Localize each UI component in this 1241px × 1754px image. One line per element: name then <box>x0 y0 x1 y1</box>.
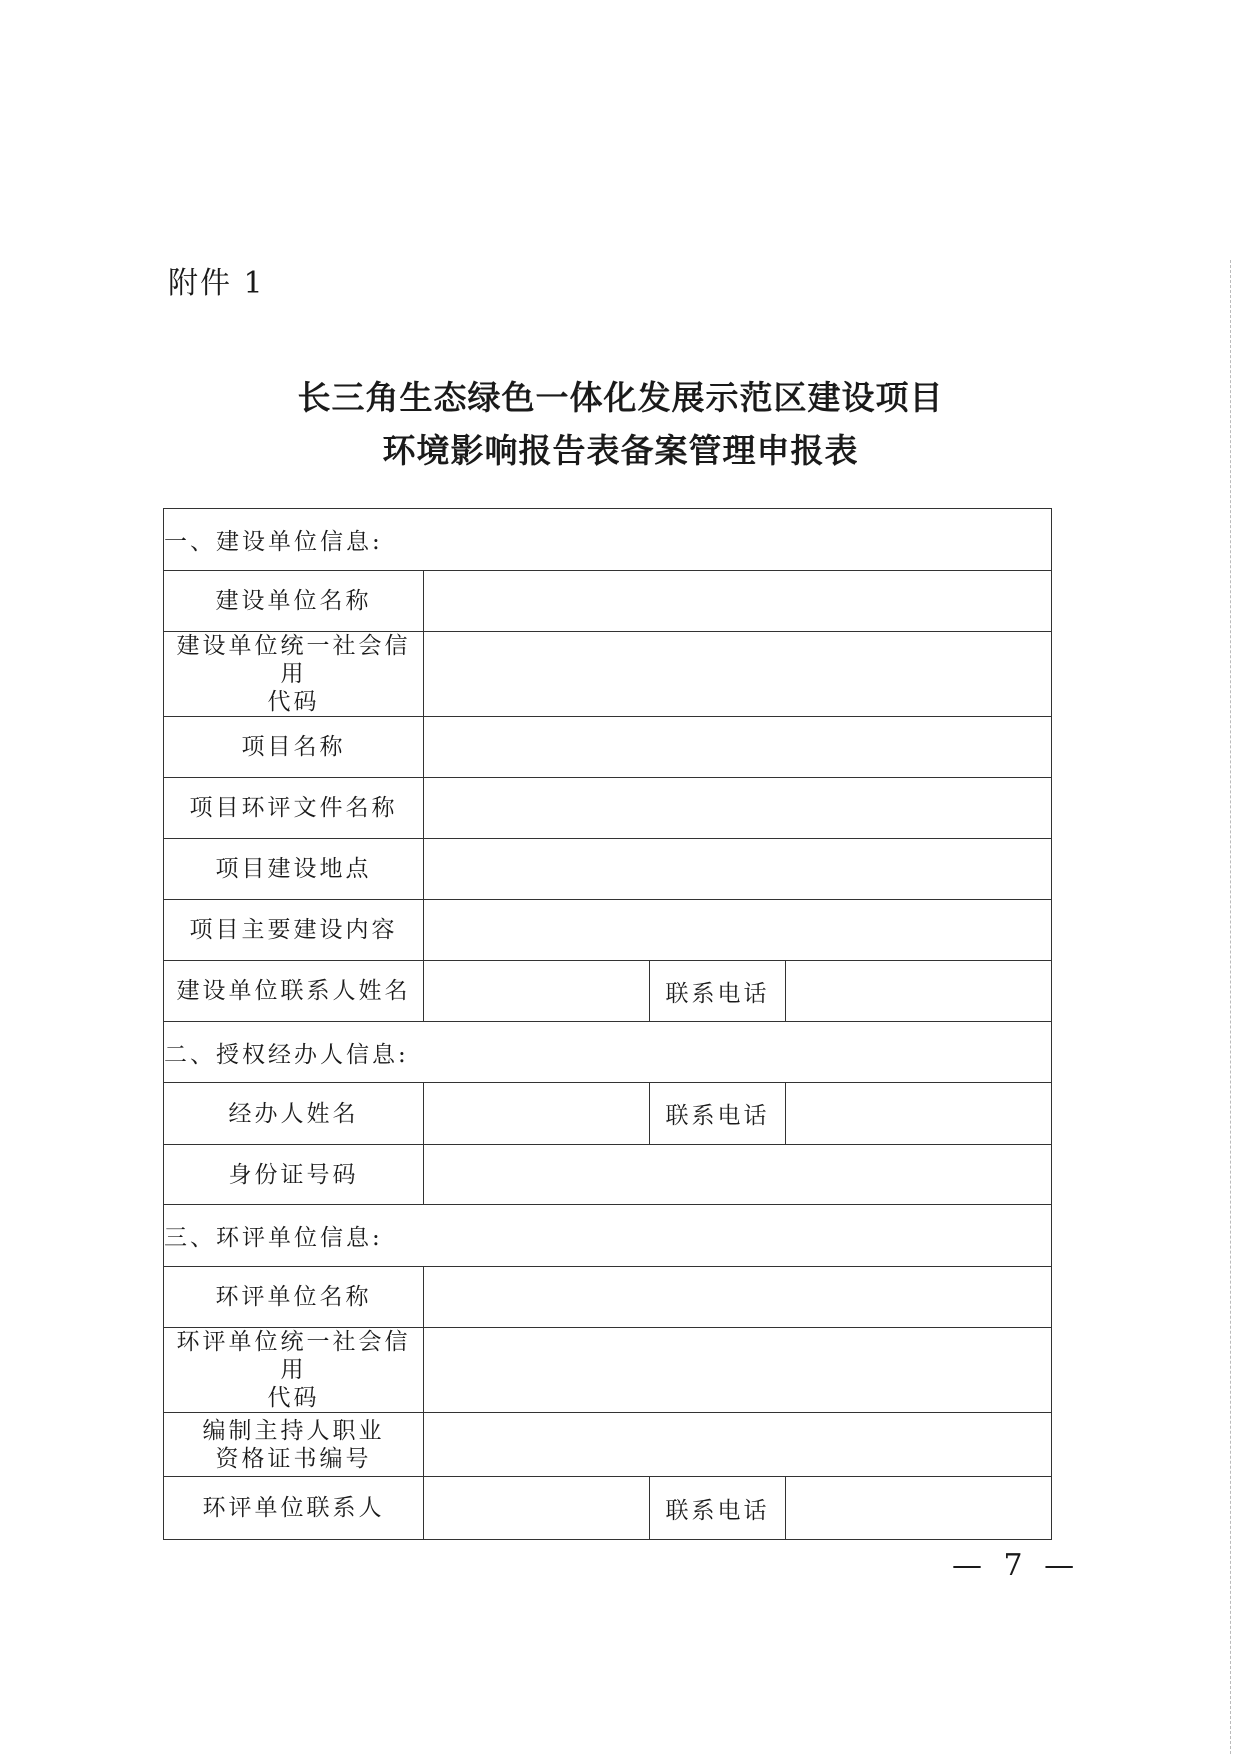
label-host-cert-line2: 资格证书编号 <box>215 1445 372 1472</box>
label-builder-credit-code-line1: 建设单位统一社会信用 <box>176 633 411 687</box>
row-project-content <box>164 900 1052 961</box>
label-host-cert-line1: 编制主持人职业 <box>202 1417 385 1444</box>
row-eia-unit-name <box>164 1267 1052 1328</box>
row-project-name <box>164 717 1052 778</box>
row-builder-contact <box>164 961 1052 1022</box>
label-eia-unit-name: 环评单位名称 <box>164 1267 424 1328</box>
row-eia-contact <box>164 1477 1052 1540</box>
label-builder-credit-code-line2: 代码 <box>267 689 320 715</box>
label-id-number: 身份证号码 <box>164 1145 424 1205</box>
row-host-cert <box>164 1413 1052 1477</box>
label-builder-contact-name: 建设单位联系人姓名 <box>164 961 424 1022</box>
label-eia-credit-code-line1: 环评单位统一社会信用 <box>176 1329 411 1383</box>
row-agent <box>164 1083 1052 1145</box>
field-eia-contact[interactable] <box>424 1477 650 1540</box>
label-builder-credit-code <box>164 632 424 717</box>
row-id-number <box>164 1145 1052 1205</box>
label-eia-credit-code-line2: 代码 <box>267 1385 320 1411</box>
row-eia-file-name <box>164 778 1052 839</box>
field-project-location[interactable] <box>424 839 1052 900</box>
field-eia-file-name[interactable] <box>424 778 1052 839</box>
title-line-2: 环境影响报告表备案管理申报表 <box>382 431 859 470</box>
label-host-cert <box>164 1413 424 1477</box>
label-agent-phone: 联系电话 <box>650 1083 786 1145</box>
label-eia-file-name: 项目环评文件名称 <box>164 778 424 839</box>
field-id-number[interactable] <box>424 1145 1052 1205</box>
section-builder-info: 一、建设单位信息: <box>164 509 1052 571</box>
field-builder-credit-code[interactable] <box>424 632 1052 717</box>
label-project-content: 项目主要建设内容 <box>164 900 424 961</box>
section-row-eia-unit <box>164 1205 1052 1267</box>
section-eia-unit-info: 三、环评单位信息: <box>164 1205 1052 1267</box>
section-agent-info: 二、授权经办人信息: <box>164 1022 1052 1083</box>
field-project-content[interactable] <box>424 900 1052 961</box>
field-project-name[interactable] <box>424 717 1052 778</box>
row-builder-name <box>164 571 1052 632</box>
field-agent-phone[interactable] <box>786 1083 1052 1145</box>
field-builder-phone[interactable] <box>786 961 1052 1022</box>
label-project-location: 项目建设地点 <box>164 839 424 900</box>
label-project-name: 项目名称 <box>164 717 424 778</box>
attachment-label: 附件 1 <box>168 266 265 301</box>
field-eia-unit-name[interactable] <box>424 1267 1052 1328</box>
row-eia-credit-code <box>164 1328 1052 1413</box>
section-row-agent <box>164 1022 1052 1083</box>
page-number: — 7 — <box>952 1548 1081 1583</box>
scan-edge-line <box>1230 260 1231 1754</box>
field-builder-contact-name[interactable] <box>424 961 650 1022</box>
row-project-location <box>164 839 1052 900</box>
field-builder-name[interactable] <box>424 571 1052 632</box>
label-agent-name: 经办人姓名 <box>164 1083 424 1145</box>
row-builder-credit-code <box>164 632 1052 717</box>
title-line-1: 长三角生态绿色一体化发展示范区建设项目 <box>297 378 944 417</box>
label-builder-phone: 联系电话 <box>650 961 786 1022</box>
field-eia-phone[interactable] <box>786 1477 1052 1540</box>
label-eia-phone: 联系电话 <box>650 1477 786 1540</box>
label-builder-name: 建设单位名称 <box>164 571 424 632</box>
field-eia-credit-code[interactable] <box>424 1328 1052 1413</box>
label-eia-contact: 环评单位联系人 <box>164 1477 424 1540</box>
field-agent-name[interactable] <box>424 1083 650 1145</box>
label-eia-credit-code <box>164 1328 424 1413</box>
section-row-builder <box>164 509 1052 571</box>
field-host-cert[interactable] <box>424 1413 1052 1477</box>
application-form-table <box>163 508 1052 1540</box>
